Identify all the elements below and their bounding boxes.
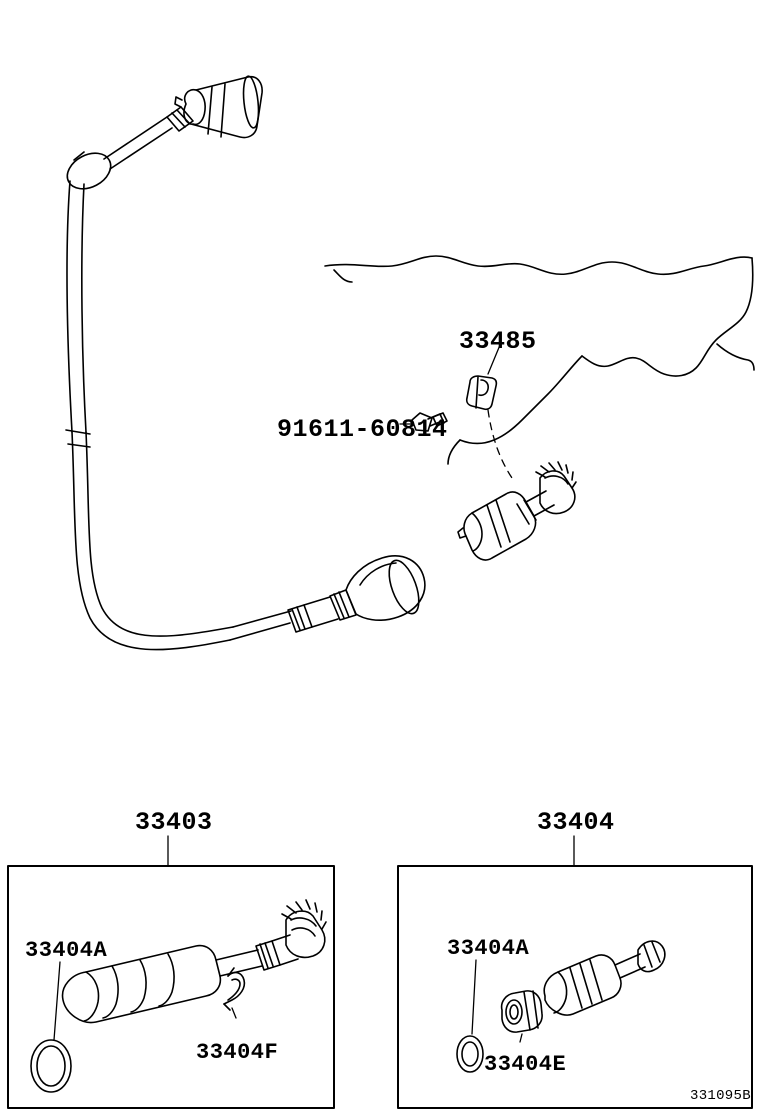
callout-33485: 33485	[459, 327, 537, 356]
callout-91611-60814: 91611-60814	[277, 415, 448, 444]
panel-33404-label-33404a: 33404A	[447, 936, 530, 961]
panel-33403-label-33404f: 33404F	[196, 1040, 279, 1065]
panel-33403-title: 33403	[135, 808, 213, 837]
panel-33403-label-33404a: 33404A	[25, 938, 108, 963]
figure-code: 331095B	[690, 1088, 751, 1104]
panel-33404-title: 33404	[537, 808, 615, 837]
panel-33404-label-33404e: 33404E	[484, 1052, 567, 1077]
